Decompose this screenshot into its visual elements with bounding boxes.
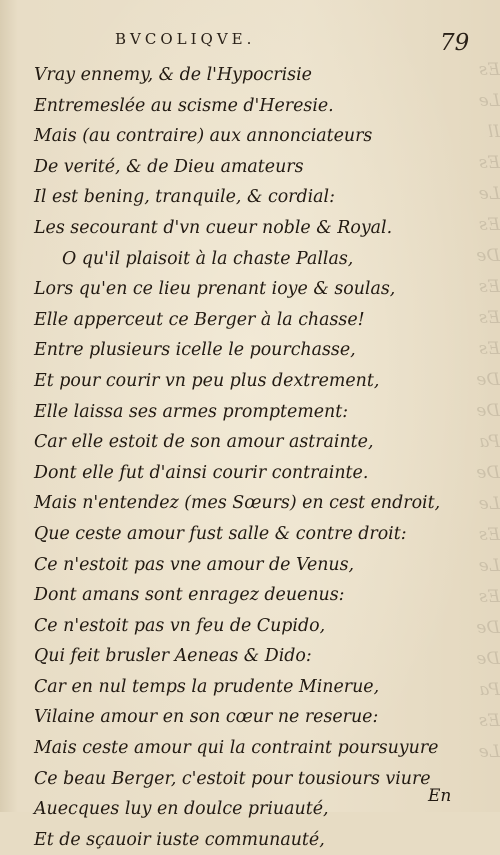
verse-line: O qu'il plaisoit à la chaste Pallas, — [62, 248, 354, 269]
verse-line: Entremeslée au scisme d'Heresie. — [34, 95, 334, 116]
running-head: BVCOLIQVE. — [115, 30, 256, 48]
verse-line: Les secourant d'vn cueur noble & Royal. — [34, 217, 393, 238]
verse-line: Et de sçauoir iuste communauté, — [34, 829, 325, 850]
verse-line: Entre plusieurs icelle le pourchasse, — [34, 340, 356, 361]
verse-line: Dont elle fut d'ainsi courir contrainte. — [34, 462, 369, 483]
page-number: 79 — [440, 30, 470, 56]
verse-line: Mais ceste amour qui la contraint poursuyure — [34, 738, 439, 759]
verse-line: Mais (au contraire) aux annonciateurs — [34, 126, 373, 147]
verse-line: De verité, & de Dieu amateurs — [34, 156, 304, 177]
verse-line: Ce n'estoit pas vne amour de Venus, — [34, 554, 355, 575]
verse-line: Et pour courir vn peu plus dextrement, — [34, 370, 380, 391]
verse-line: Car en nul temps la prudente Minerue, — [34, 676, 380, 697]
verse-line: Mais n'entendez (mes Sœurs) en cest endroit, — [34, 493, 441, 514]
verse-line: Auecques luy en doulce priuauté, — [34, 799, 329, 820]
verse-line: Lors qu'en ce lieu prenant ioye & soulas, — [34, 279, 396, 300]
verse-line: Ce n'estoit pas vn feu de Cupido, — [34, 615, 326, 636]
verse-line: Il est bening, tranquile, & cordial: — [34, 187, 335, 208]
verse-line: Car elle estoit de son amour astrainte, — [34, 432, 374, 453]
verse-line: Vray ennemy, & de l'Hypocrisie — [34, 65, 312, 85]
catchword: En — [428, 786, 452, 806]
verse-line: Vilaine amour en son cœur ne reserue: — [34, 707, 379, 728]
verse-line: Qui feit brusler Aeneas & Dido: — [34, 646, 312, 667]
verse-line: Que ceste amour fust salle & contre droit: — [34, 523, 407, 544]
verse-block — [34, 60, 464, 855]
verse-line: Elle apperceut ce Berger à la chasse! — [34, 309, 365, 330]
verse-line: Dont amans sont enragez deuenus: — [34, 585, 345, 606]
bleed-through-text: Es Le Il Es Le Es De Es Es Es De De Pa De Le Es Le Es De De Pa Es Le — [476, 60, 500, 762]
verse-line: Elle laissa ses armes promptement: — [34, 401, 349, 422]
verse-line: Ce beau Berger, c'estoit pour tousiours viure — [34, 768, 431, 789]
